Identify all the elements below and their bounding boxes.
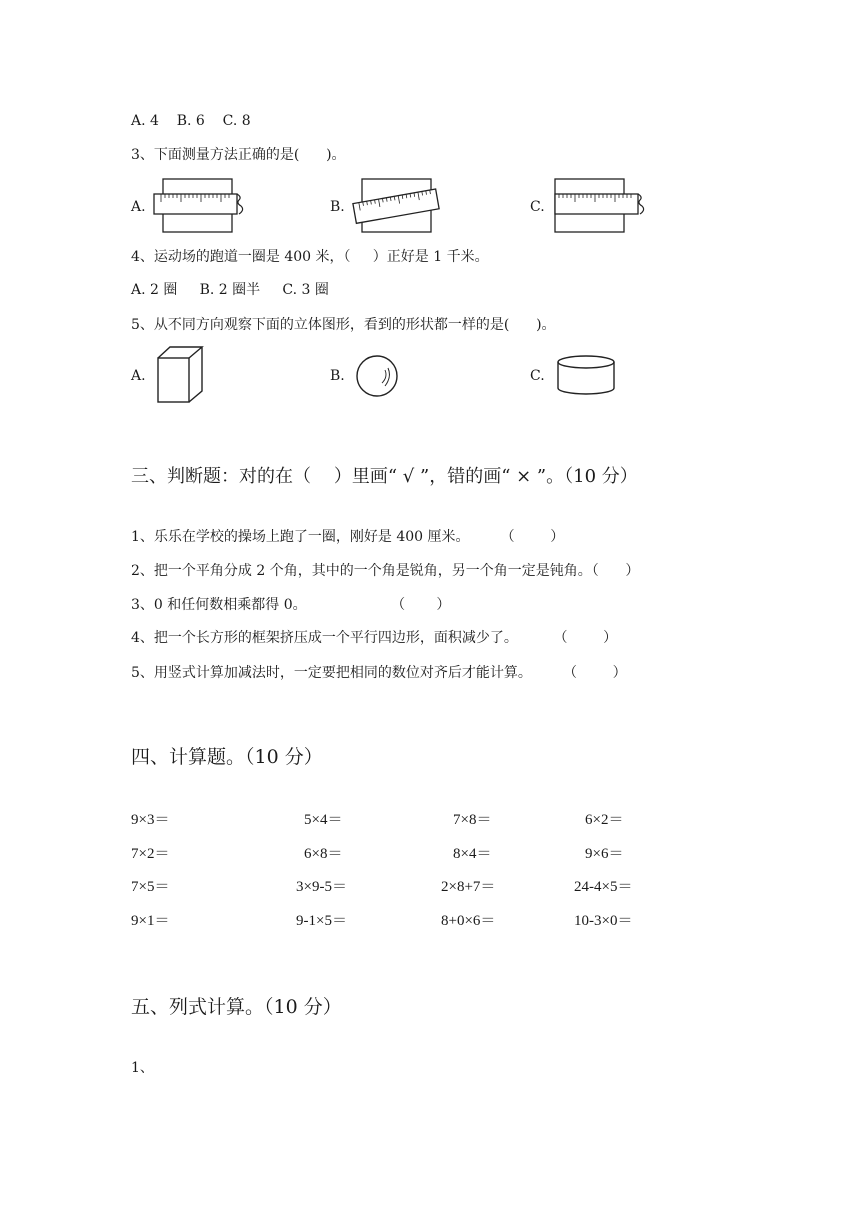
calc-item: 5×4＝: [304, 812, 343, 828]
q2-options: A. 4 B. 6 C. 8: [131, 113, 251, 129]
q5-option-b-label: B.: [330, 368, 345, 384]
q3-option-c-label: C.: [530, 199, 545, 215]
q4-options: A. 2 圈 B. 2 圈半 C. 3 圈: [131, 282, 329, 298]
cuboid-icon: [156, 345, 206, 405]
q5-option-c-label: C.: [530, 368, 545, 384]
section3-item-5: 5、用竖式计算加减法时，一定要把相同的数位对齐后才能计算。 （ ）: [131, 665, 627, 681]
sphere-icon: [354, 353, 400, 399]
q5-option-a-label: A.: [131, 368, 146, 384]
section5-item-1: 1、: [131, 1060, 154, 1076]
calc-item: 9×6＝: [585, 846, 624, 862]
section3-item-2: 2、把一个平角分成 2 个角，其中的一个角是锐角，另一个角一定是钝角。（ ）: [131, 563, 640, 579]
q3-stem: 3、下面测量方法正确的是( )。: [131, 147, 346, 163]
section4-title: 四、计算题。（10 分）: [131, 746, 323, 768]
cylinder-icon: [555, 354, 617, 398]
calc-item: 8+0×6＝: [441, 913, 496, 929]
q5-stem: 5、从不同方向观察下面的立体图形，看到的形状都一样的是( )。: [131, 317, 556, 333]
ruler-measure-a-icon: [153, 178, 245, 234]
calc-item: 9×3＝: [131, 812, 170, 828]
section5-title: 五、列式计算。（10 分）: [131, 996, 342, 1018]
calc-item: 9×1＝: [131, 913, 170, 929]
calc-item: 24-4×5＝: [574, 879, 633, 895]
q3-option-b-label: B.: [330, 199, 345, 215]
calc-item: 8×4＝: [453, 846, 492, 862]
calc-item: 7×8＝: [453, 812, 492, 828]
section3-item-4: 4、把一个长方形的框架挤压成一个平行四边形，面积减少了。 （ ）: [131, 630, 618, 646]
section3-title: 三、判断题：对的在（ ）里画“ √ ”，错的画“ × ”。（10 分）: [131, 466, 638, 487]
calc-item: 9-1×5＝: [296, 913, 347, 929]
ruler-measure-b-icon: [352, 178, 448, 234]
q3-option-a-label: A.: [131, 199, 146, 215]
calc-item: 2×8+7＝: [441, 879, 496, 895]
calc-item: 7×2＝: [131, 846, 170, 862]
calc-item: 6×2＝: [585, 812, 624, 828]
ruler-measure-c-icon: [552, 178, 648, 234]
calc-item: 3×9-5＝: [296, 879, 347, 895]
section3-item-3: 3、0 和任何数相乘都得 0。 （ ）: [131, 597, 451, 613]
section3-item-1: 1、乐乐在学校的操场上跑了一圈，刚好是 400 厘米。 （ ）: [131, 529, 565, 545]
calc-item: 7×5＝: [131, 879, 170, 895]
calc-item: 10-3×0＝: [574, 913, 633, 929]
calc-item: 6×8＝: [304, 846, 343, 862]
q4-stem: 4、运动场的跑道一圈是 400 米，（ ）正好是 1 千米。: [131, 249, 489, 265]
